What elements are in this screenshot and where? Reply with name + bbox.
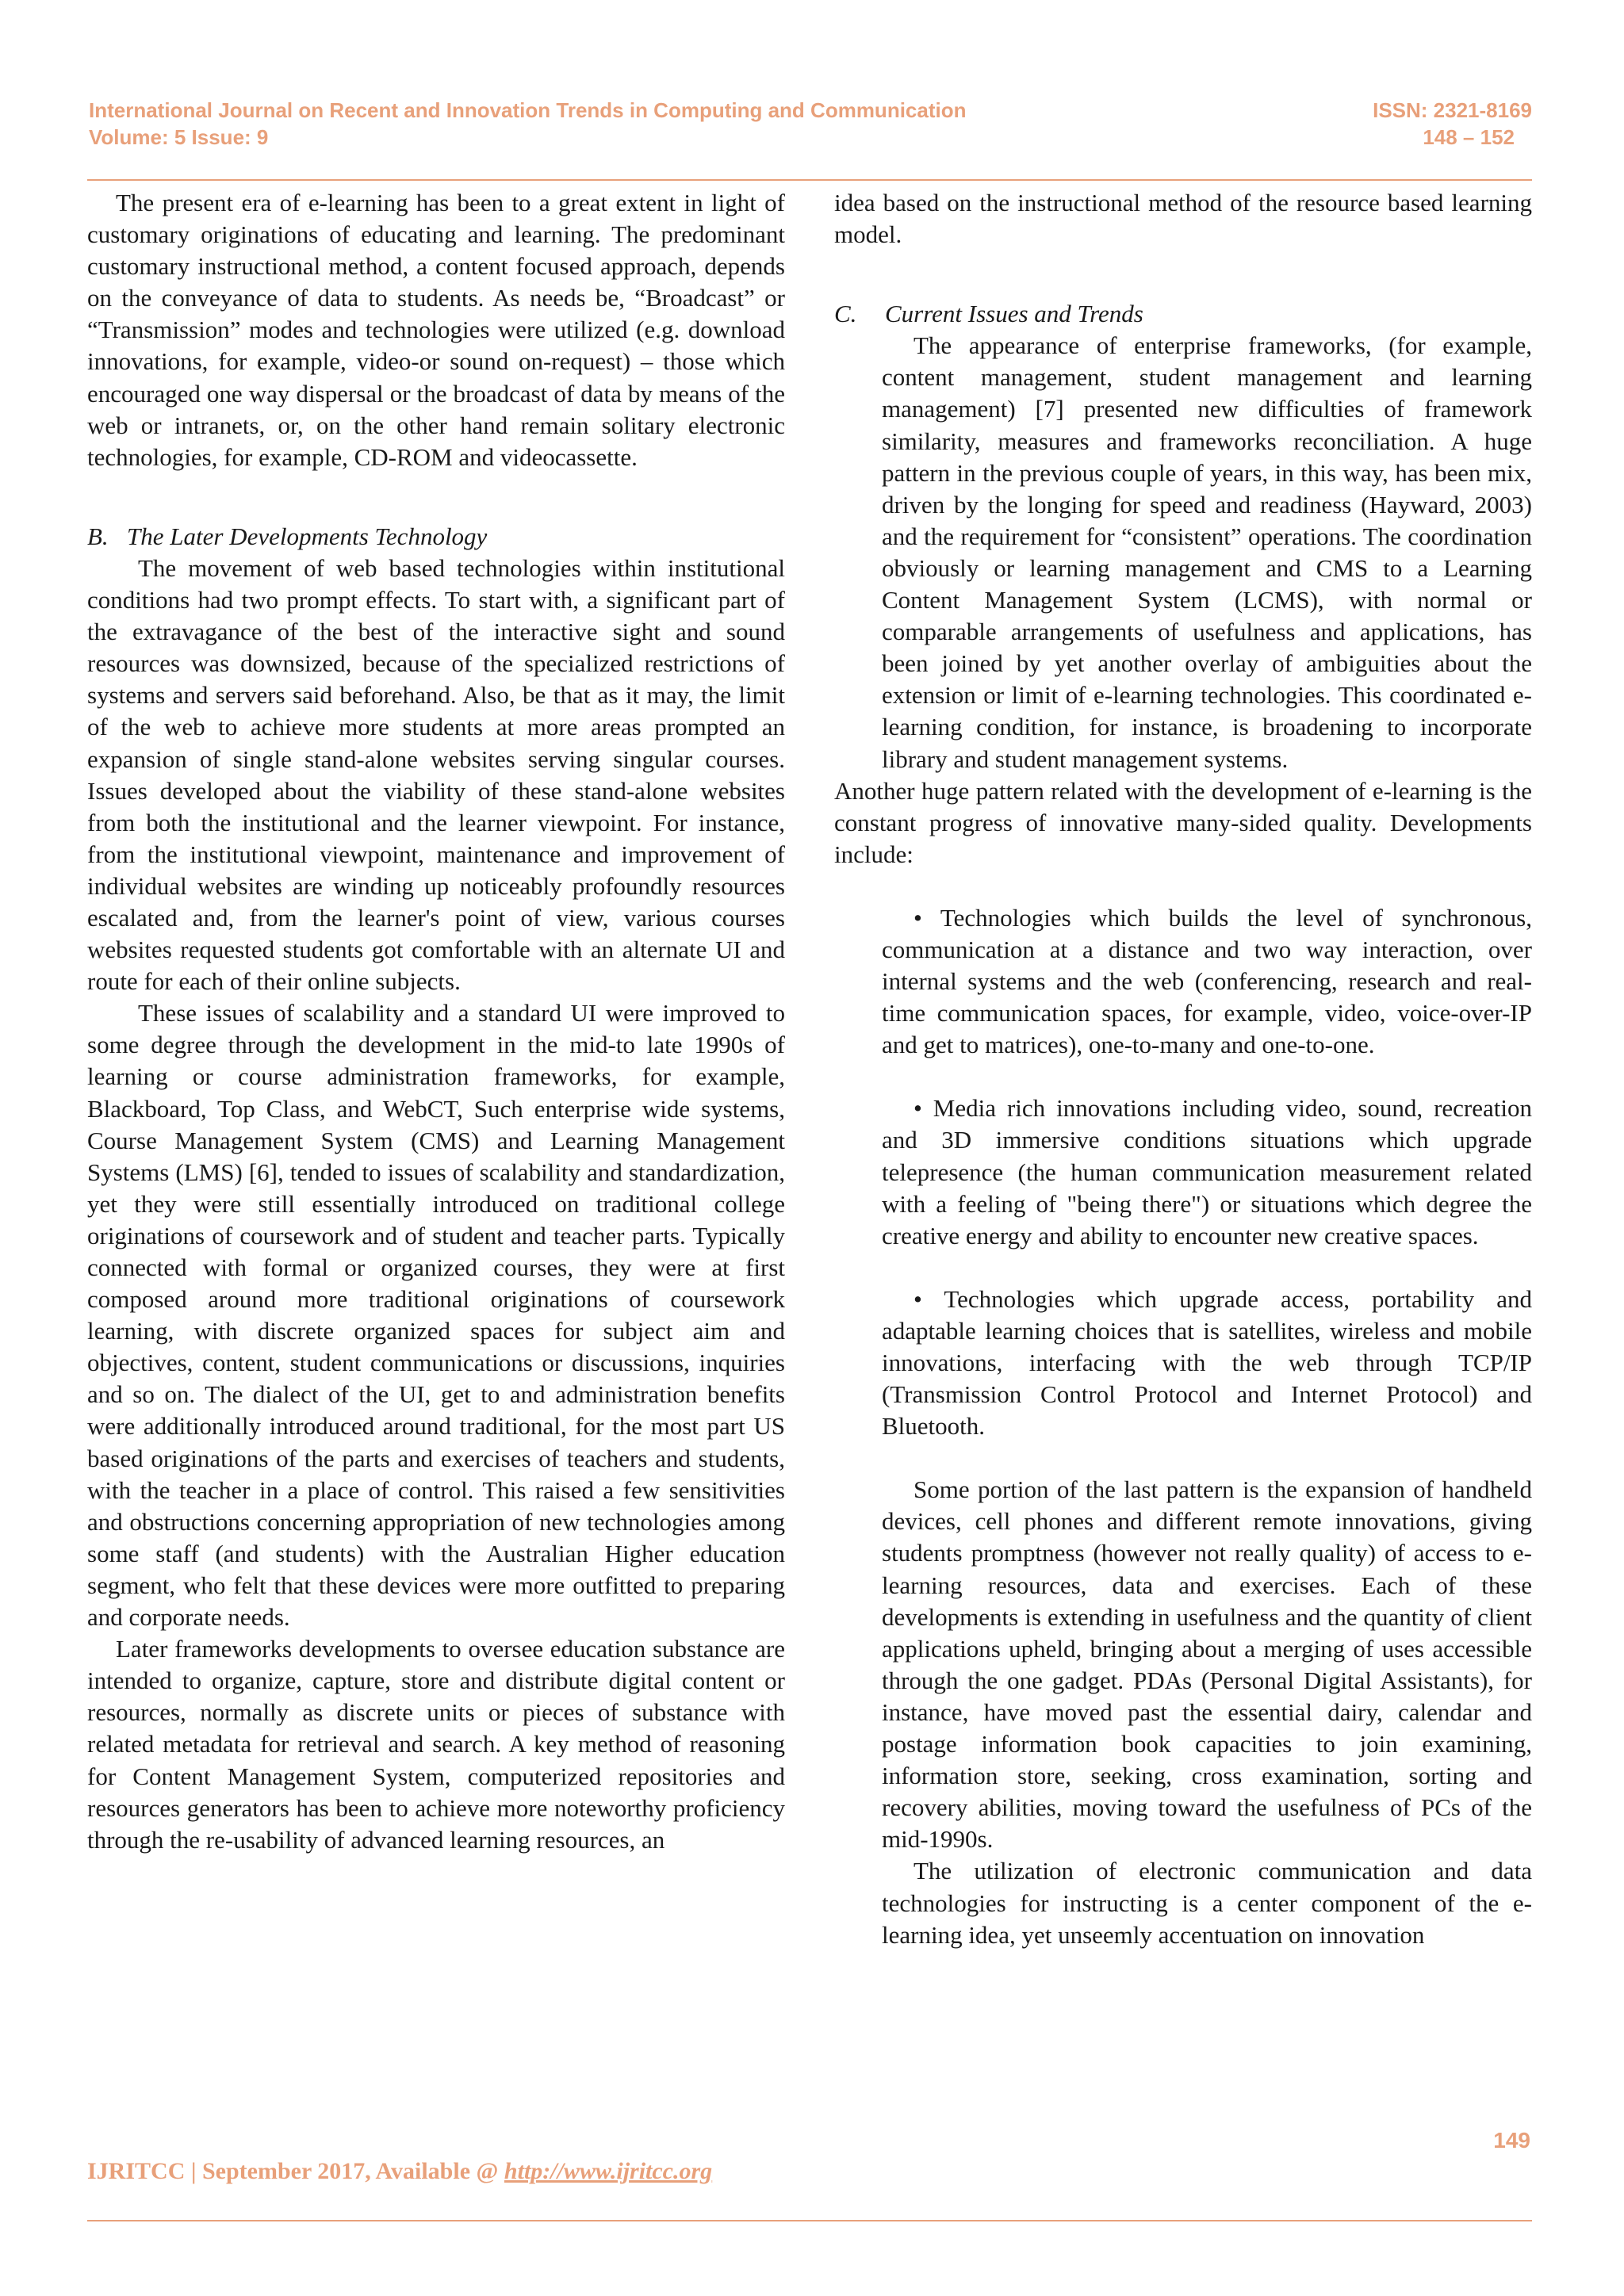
footer-rule — [87, 2220, 1532, 2221]
running-header — [89, 97, 1532, 151]
bullet-item: • Technologies which builds the level of synchronous, communication at a distance and two way interaction, over internal systems and the web (conferencing, research and real-time communication spaces, for example, video, voice-over-IP and get to matrices), one-to-many and one-to-one. — [882, 903, 1532, 1059]
paragraph: The utilization of electronic communication and data technologies for instructing is a center component of the e-learning idea, yet unseemly accentuation on innovation — [882, 1857, 1532, 1949]
section-heading-b: B. The Later Developments Technology — [87, 522, 488, 550]
paragraph: Some portion of the last pattern is the expansion of handheld devices, cell phones and different remote innovations, giving students promptness (however not really quality) of access to e-learning resources, data and exercises. Each of these developments is extending in usefulness and the quantity of client applications upheld, bringing about a merging of uses accessible through the one gadget. PDAs (Personal Digital Assistants), for instance, have moved past the essential dairy, calendar and postage information book capacities to join examining, information store, seeking, cross examination, sorting and recovery abilities, moving toward the usefulness of PCs of the mid-1990s. — [882, 1475, 1532, 1854]
paragraph: The movement of web based technologies within institutional conditions had two prompt effects. To start with, a significant part of the extravagance of the best of the interactive sight and sound resources was downsized, because of the specialized restrictions of systems and servers said beforehand. Also, be that as it may, the limit of the web to achieve more students at more areas prompted an expansion of single stand-alone websites serving singular courses. Issues developed about the viability of these stand-alone websites from both the institutional and the learner viewpoint. For instance, from the institutional viewpoint, maintenance and improvement of individual websites are winding up noticeably profoundly resources escalated and, from the learner's point of view, various courses websites requested students got comfortable with an alternate UI and route for each of their online subjects. — [87, 553, 785, 996]
section-heading-c: C. Current Issues and Trends — [834, 300, 1143, 328]
page-number: 149 — [1493, 2128, 1530, 2152]
volume-issue: Volume: 5 Issue: 9 — [89, 125, 269, 149]
paragraph: idea based on the instructional method of the resource based learning model. — [834, 189, 1532, 249]
paragraph: These issues of scalability and a standard UI were improved to some degree through the development in the mid-to late 1990s of learning or course administration frameworks, for example, Blackboard, Top Class, and WebCT, Such enterprise wide systems, Course Management System (CMS) and Learning Management Systems (LMS) [6], tended to issues of scalability and standardization, yet they were still essentially introduced on traditional college originations of coursework and of student and teacher parts. Typically connected with formal or organized courses, they were at first composed around more traditional originations of coursework learning, with discrete organized spaces for subject aim and objectives, content, student communications or discussions, inquiries and so on. The dialect of the UI, get to and administration benefits were additionally introduced around traditional, for the most part US based originations of the parts and exercises of teachers and students, with the teacher in a place of control. This raised a few sensitivities and obstructions concerning appropriation of new technologies among some staff (and students) with the Australian Higher education segment, who felt that these devices were more outfitted to preparing and corporate needs. — [87, 999, 785, 1632]
paragraph: Another huge pattern related with the development of e-learning is the constant progress of innovative many-sided quality. Developments include: — [834, 776, 1532, 868]
paragraph: The appearance of enterprise frameworks, (for example, content management, student management and learning management) [7] presented new difficulties of framework similarity, measures and frameworks reconciliation. A huge pattern in the previous couple of years, in this way, has been mix, driven by the longing for speed and readiness (Hayward, 2003) and the requirement for “consistent” operations. The coordination obviously or learning management and CMS to a Learning Content Management System (LCMS), with normal or comparable arrangements of usefulness and applications, has been joined by yet another overlay of ambiguities about the extension or limit of e-learning technologies. This coordinated e-learning condition, for instance, is broadening to incorporate library and student management systems. — [882, 331, 1532, 773]
paragraph: Later frameworks developments to oversee education substance are intended to organize, capture, store and distribute digital content or resources, normally as discrete units or pieces of substance with related metadata for retrieval and search. A key method of reasoning for Content Management System, computerized repositories and resources generators has been to achieve more noteworthy proficiency through the re-usability of advanced learning resources, an — [87, 1635, 785, 1854]
left-column — [87, 187, 785, 1856]
journal-title: International Journal on Recent and Innovation Trends in Computing and Communication — [89, 98, 967, 122]
footer-text: IJRITCC | September 2017, Available @ — [87, 2158, 504, 2184]
page-range: 148 – 152 — [1423, 125, 1515, 149]
footer — [87, 2158, 712, 2185]
bullet-item: • Media rich innovations including video, sound, recreation and 3D immersive conditions situations which upgrade telepresence (the human communication measurement related with a feeling of "being there") or situations which degree the creative energy and ability to encounter new creative spaces. — [882, 1094, 1532, 1249]
journal-link[interactable]: http://www.ijritcc.org — [504, 2158, 713, 2184]
issn: ISSN: 2321-8169 — [1373, 98, 1532, 122]
paragraph: The present era of e-learning has been to a great extent in light of customary originations of educating and learning. The predominant customary instructional method, a content focused approach, depends on the conveyance of data to students. As needs be, “Broadcast” or “Transmission” modes and technologies were utilized (e.g. download innovations, for example, video-or sound on-request) – those which encouraged one way dispersal or the broadcast of data by means of the web or intranets, or, on the other hand remain solitary electronic technologies, for example, CD-ROM and videocassette. — [87, 189, 785, 471]
right-column — [834, 187, 1532, 1951]
bullet-item: • Technologies which upgrade access, portability and adaptable learning choices that is satellites, wireless and mobile innovations, interfacing with the web through TCP/IP (Transmission Control Protocol and Internet Protocol) and Bluetooth. — [882, 1284, 1532, 1441]
header-rule — [87, 179, 1532, 181]
